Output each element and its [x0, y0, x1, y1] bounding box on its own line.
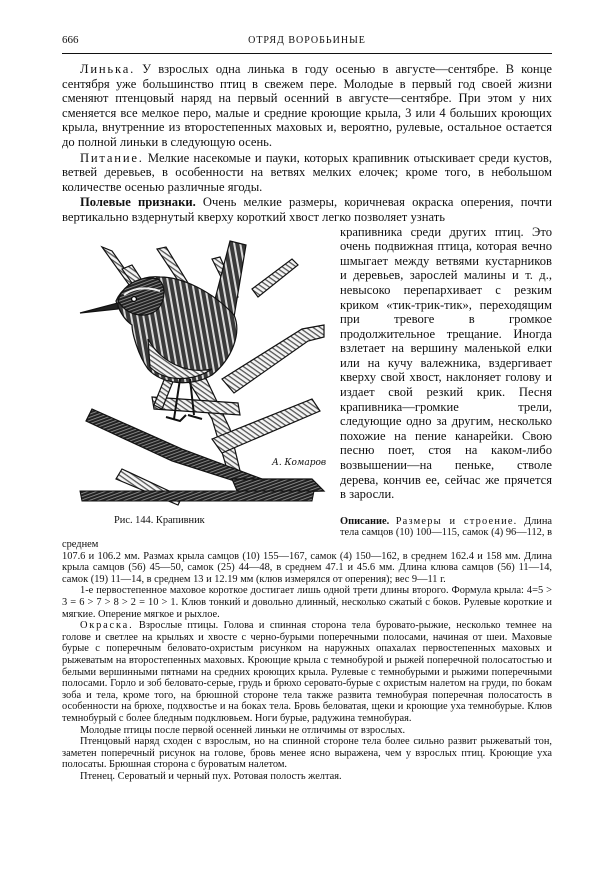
running-title: ОТРЯД ВОРОБЬИНЫЕ: [248, 35, 366, 46]
wren-illustration: [62, 229, 332, 511]
molt-heading: Линька.: [80, 62, 136, 76]
young-paragraph-1: Молодые птицы после первой осенней линьки не отличимы от взрослых.: [80, 724, 406, 736]
chick-paragraph: Птенец. Сероватый и черный пух. Ротовая полость желтая.: [80, 770, 342, 782]
field-signs-text-top: Очень мелкие размеры, коричневая окраска оперения, почти вертикально вздернутый кверху короткий хвост легко позволяет узнать: [62, 195, 552, 224]
description-formula: 1-е первостепенное маховое короткое достигает лишь одной трети длины второго. Формула крыла: 4=5 > 3 = 6 > 7 > 8 > 2 = 10 > 1. Клюв тонкий и довольно длинный, несколько сжатый с боков. Рулевые короткие и мягкие. Оперение мягкое и рыхлое.: [62, 585, 552, 620]
young-paragraph-2: Птенцовый наряд сходен с взрослым, но на спинной стороне тела более сильно развит рыжеватый тон, заметен поперечный рисунок на голове, бровь менее ясно выражена, чем у взрослых птиц. Кроющие уха полосаты. Брюшная сторона с буроватым налетом.: [62, 736, 552, 771]
field-signs-paragraph: [62, 195, 552, 224]
artist-signature: А. Комаров: [272, 457, 327, 468]
description-text-side: Длина тела самцов (10) 100—115, самок (4) 96—112, в среднем: [62, 515, 552, 550]
book-page: [62, 34, 552, 782]
field-signs-heading: Полевые признаки.: [80, 195, 196, 210]
food-heading: Питание.: [80, 150, 144, 165]
description-lead: Размеры и строение.: [395, 515, 518, 527]
molt-paragraph: [62, 62, 552, 150]
food-text: Мелкие насекомые и пауки, которых крапивник отыскивает среди кустов, ветвей деревьев, в особенности на ветвях мелких елочек; кроме того, в небольшом количестве осенью различные ягоды.: [62, 150, 552, 194]
coloring-text: Взрослые птицы. Голова и спинная сторона тела буровато-рыжие, несколько темнее на голове и светлее на крыльях и хвосте с черно-бурыми поперечными полосами, начиная от шеи. Маховые бурые с поперечным беловато-охристым рисунком на наружных опахалах первостепенных маховых и рыжеватым на второстепенных маховых. Кроющие крыла с темнобурой и рыжей поперечной полосатостью и белыми вершинными пятнами на средних кроющих крыла. Рулевые с темнобурыми и рыжими поперечными полосами. Горло и зоб беловато-серые, грудь и брюхо серовато-бурые с охристым налетом на груди, по бокам зоба и тела, кроме того, на брюшной стороне тела также развита темнобурая поперечная полосатость в особенности на брюхе, подхвостье и на боках тела. Бровь беловатая, щеки и кроющие уха темнобурые. Клюв темнобурый с более бледным подклювьем. Ноги бурые, радужина темнобурая.: [62, 620, 552, 724]
coloring-heading: Окраска.: [80, 620, 134, 632]
figure-caption: Рис. 144. Крапивник: [114, 514, 205, 526]
figure: [62, 229, 332, 529]
ground-shadow: [80, 491, 314, 501]
coloring-paragraph: [62, 620, 552, 724]
description-heading: Описание.: [340, 515, 390, 527]
header-rule: [62, 53, 552, 54]
field-signs-text-side: крапивника среди других птиц. Это очень подвижная птица, которая вечно шмыгает между ветвями кустарников и деревьев, зарослей малины и т. д., невысоко перепархивает с резким криком «тик-трик-тик», переходящим при тревоге в громкое продолжительное трещание. Иногда взлетает на вершину маленькой елки или на кучу валежника, вздергивает кверху свой хвост, наклоняет голову и издает свой резкий крик. Песня крапивника—громкие трели, следующие одно за другим, несколько похожие на пение канарейки. Свою песню поет, стоя на каком-либо возвышении—на пеньке, стволе дерева, кончив ее, сейчас же прячется в заросли.: [340, 224, 552, 502]
molt-text: У взрослых одна линька в году осенью в августе—сентябре. В конце сентября уже большинство птиц в свежем пере. Молодые в первый год своей жизни сменяют птенцовый наряд на первый осенний в августе—сентябре. При этом у них сменяется все мелкое перо, малые и средние кроющие крыла, 3 или 4 больших кроющих крыла, внутренние из второстепенных маховых и, вероятно, рулевые, остальное остается до полной линьки в следующую осень.: [62, 62, 552, 149]
page-header: [62, 34, 552, 50]
page-number: 666: [62, 34, 79, 46]
food-paragraph: [62, 151, 552, 195]
figure-wrap: [62, 225, 552, 551]
description-measurements: 107.6 и 106.2 мм. Размах крыла самцов (10) 155—167, самок (4) 150—162, в среднем 162.4 и 158 мм. Длина крыла самцов (56) 45—50, самок (25) 44—48, в среднем 47.1 и 45.6 мм. Длина клюва самцов (56) 11—14, самок (19) 11—14, в среднем 13 и 12.19 мм (клюв измерялся от оперения); вес 9—11 г.: [62, 550, 552, 585]
